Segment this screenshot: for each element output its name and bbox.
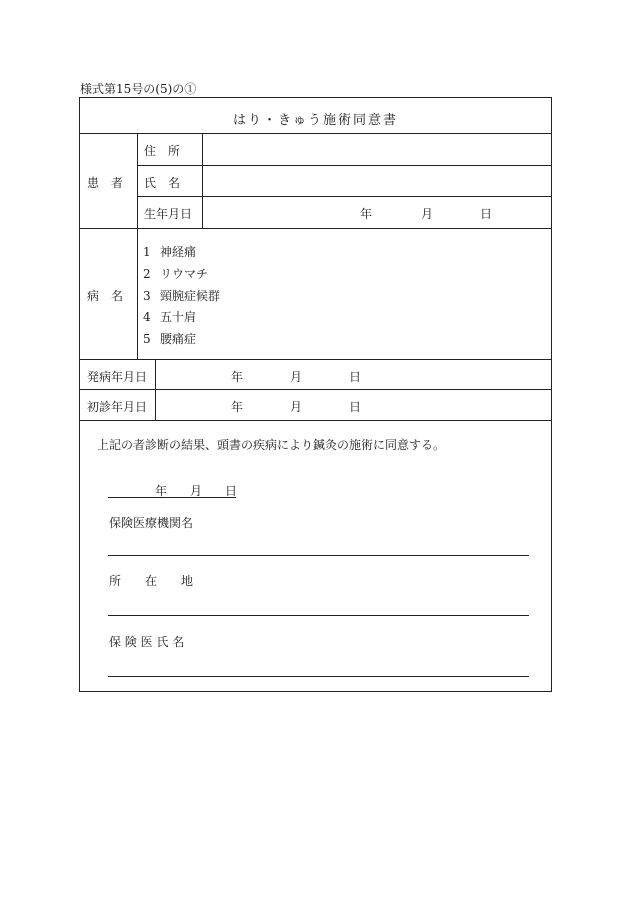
onset-day: 日 xyxy=(349,370,362,384)
consent-date-year: 年 xyxy=(155,484,168,498)
doctor-name-label: 保 険 医 氏 名 xyxy=(109,635,185,649)
divider xyxy=(137,133,138,228)
first-visit-day: 日 xyxy=(349,400,362,414)
form-number: 様式第15号の(5)の① xyxy=(80,82,197,96)
name-field[interactable] xyxy=(204,167,548,194)
location-label: 所 在 地 xyxy=(109,574,194,588)
location-line xyxy=(108,615,529,616)
divider xyxy=(80,389,551,390)
first-visit-date-label: 初診年月日 xyxy=(87,400,148,414)
consent-date-underline xyxy=(108,497,236,498)
disease-section-label: 病 名 xyxy=(87,289,124,303)
address-label: 住 所 xyxy=(144,144,181,158)
first-visit-year: 年 xyxy=(231,400,244,414)
patient-section-label: 患 者 xyxy=(87,176,124,190)
institution-name-label: 保険医療機関名 xyxy=(109,516,194,530)
divider xyxy=(80,133,551,134)
birthdate-label: 生年月日 xyxy=(144,207,193,221)
birthdate-day: 日 xyxy=(480,207,493,221)
birthdate-field[interactable] xyxy=(204,198,548,226)
divider xyxy=(202,133,203,228)
list-item[interactable]: 1 神経痛 xyxy=(143,245,197,259)
institution-name-line xyxy=(108,555,529,556)
consent-date-month: 月 xyxy=(190,484,203,498)
divider xyxy=(137,196,551,197)
consent-date-field[interactable] xyxy=(108,482,236,498)
birthdate-month: 月 xyxy=(421,207,434,221)
divider xyxy=(80,228,551,229)
birthdate-year: 年 xyxy=(360,207,373,221)
doctor-name-field[interactable] xyxy=(108,653,529,675)
onset-month: 月 xyxy=(290,370,303,384)
address-field[interactable] xyxy=(204,135,548,163)
list-item[interactable]: 4 五十肩 xyxy=(143,310,197,324)
consent-statement: 上記の者診断の結果、頭書の疾病により鍼灸の施術に同意する。 xyxy=(97,438,446,452)
divider xyxy=(80,420,551,421)
consent-form xyxy=(79,97,552,692)
divider xyxy=(137,228,138,359)
institution-name-field[interactable] xyxy=(108,532,529,554)
consent-date-day: 日 xyxy=(225,484,238,498)
form-title: はり・きゅう施術同意書 xyxy=(232,113,398,128)
divider xyxy=(137,165,551,166)
list-item[interactable]: 3 頸腕症候群 xyxy=(143,289,221,303)
onset-date-label: 発病年月日 xyxy=(87,370,148,384)
onset-year: 年 xyxy=(231,370,244,384)
doctor-name-line xyxy=(108,676,529,677)
divider xyxy=(80,359,551,360)
first-visit-month: 月 xyxy=(290,400,303,414)
list-item[interactable]: 2 リウマチ xyxy=(143,267,209,281)
name-label: 氏 名 xyxy=(144,176,181,190)
location-field[interactable] xyxy=(108,592,529,614)
list-item[interactable]: 5 腰痛症 xyxy=(143,332,197,346)
